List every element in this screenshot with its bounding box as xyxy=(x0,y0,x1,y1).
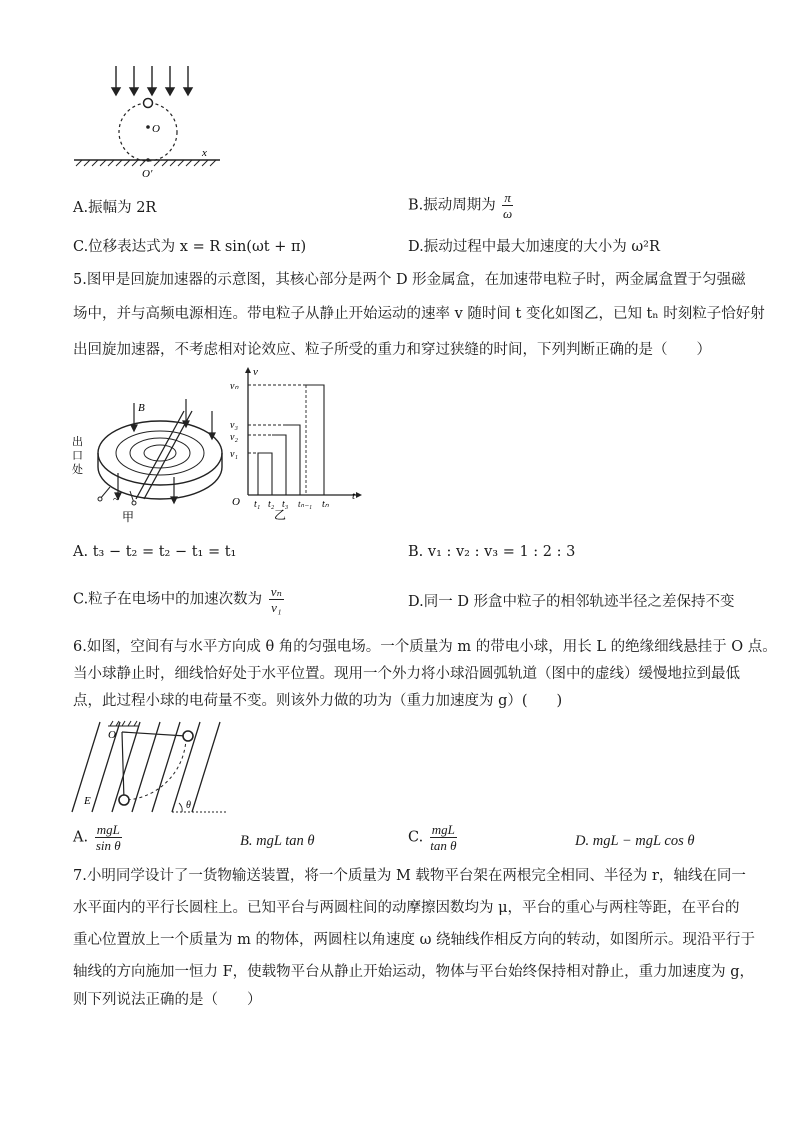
cyclotron-figure xyxy=(70,395,230,527)
origin-label: O′ xyxy=(142,168,153,180)
q5-stem-line-3: 出回旋加速器，不考虑相对论效应、粒子所受的重力和穿过狭缝的时间，下列判断正确的是（ ） xyxy=(73,342,711,358)
q4-option-b: B.振动周期为 $\frac{\pi}{\omega}$ xyxy=(408,190,513,221)
q6-option-b: B. mgL tan θ xyxy=(240,833,315,849)
figure-yi-caption: 乙 xyxy=(274,508,287,520)
field-label: E xyxy=(84,795,91,807)
electric-field-pendulum-figure xyxy=(70,718,230,818)
q4-option-d: D.振动过程中最大加速度的大小为 ω²R xyxy=(408,239,660,255)
velocity-time-figure xyxy=(226,365,366,520)
x-tick-tn-1: tₙ₋₁ xyxy=(298,499,312,509)
q5-stem-line-1: 5.图甲是回旋加速器的示意图，其核心部分是两个 D 形金属盒，在加速带电粒子时，两金属盒置于匀强磁 xyxy=(73,272,746,288)
angle-label: θ xyxy=(186,800,191,811)
q7-stem-line-3: 重心位置放上一个质量为 m 的物体，两圆柱以角速度 ω 绕轴线作相反方向的转动，如图所示。现沿平行于 xyxy=(73,932,756,948)
q6-stem-line-2: 当小球静止时，细线恰好处于水平位置。现用一个外力将小球沿圆弧轨道（图中的虚线）缓慢地拉到最低 xyxy=(73,666,740,682)
q7-stem-line-4: 轴线的方向施加一恒力 F，使载物平台从静止开始运动，物体与平台始终保持相对静止，重力加速度为 g， xyxy=(73,964,755,980)
q5-option-a: A. t₃ − t₂ = t₂ − t₁ = t₁ xyxy=(73,544,237,560)
x-tick-t2: t₂ xyxy=(268,499,275,510)
x-axis-label: t xyxy=(352,490,356,502)
q5-option-d: D.同一 D 形盒中粒子的相邻轨迹半径之差保持不变 xyxy=(408,594,735,610)
q6-stem-line-1: 6.如图，空间有与水平方向成 θ 角的匀强电场。一个质量为 m 的带电小球，用长 L 的绝缘细线悬挂于 O 点。 xyxy=(73,639,777,655)
q5-option-c: C.粒子在电场中的加速次数为 $\frac{\text{vₙ}}{\text{v₁}}$ xyxy=(73,584,282,615)
pivot-label: O xyxy=(108,729,116,741)
circle-motion-figure xyxy=(70,62,230,182)
y-tick-v2: v₂ xyxy=(230,432,238,443)
y-tick-v1: v₁ xyxy=(230,449,238,460)
exit-label-2: 口 xyxy=(72,450,83,462)
q6-stem-line-3: 点，此过程小球的电荷量不变。则该外力做的功为（重力加速度为 g）( ) xyxy=(73,693,563,709)
figure-jia-caption: 甲 xyxy=(122,510,135,524)
center-label: O xyxy=(152,123,160,135)
q6-option-a: A. $\frac{\text{mgL}}{\text{sin θ}}$ xyxy=(73,822,121,853)
q5-stem-line-2: 场中，并与高频电源相连。带电粒子从静止开始运动的速率 v 随时间 t 变化如图乙，已知 tₙ 时刻粒子恰好射 xyxy=(73,306,765,322)
magnetic-field-label: B xyxy=(138,402,145,414)
origin-o: O xyxy=(232,496,240,508)
q5-option-b: B. v₁ : v₂ : v₃ = 1 : 2 : 3 xyxy=(408,544,576,560)
q7-stem-line-1: 7.小明同学设计了一货物输送装置，将一个质量为 M 载物平台架在两根完全相同、半径为 r，轴线在同一 xyxy=(73,868,746,884)
x-tick-t3: t₃ xyxy=(282,499,289,510)
y-tick-v3: v₃ xyxy=(230,420,238,431)
exit-label-3: 处 xyxy=(72,464,83,476)
q4-option-c: C.位移表达式为 x = R sin(ωt + π) xyxy=(73,239,307,255)
axis-label: x xyxy=(202,147,207,159)
y-tick-vn: vₙ xyxy=(230,381,239,392)
q6-option-d: D. mgL − mgL cos θ xyxy=(575,833,695,849)
q7-stem-line-5: 则下列说法正确的是（ ） xyxy=(73,992,262,1008)
y-axis-label: v xyxy=(253,366,258,378)
q6-option-c: C. $\frac{\text{mgL}}{\text{tan θ}}$ xyxy=(408,822,457,853)
ac-source-label: ~ xyxy=(113,492,120,506)
exit-label-1: 出 xyxy=(72,436,83,448)
x-tick-tn: tₙ xyxy=(322,499,329,510)
q4-option-a: A.振幅为 2R xyxy=(73,200,157,216)
q7-stem-line-2: 水平面内的平行长圆柱上。已知平台与两圆柱间的动摩擦因数均为 μ，平台的重心与两柱等距，在平台的 xyxy=(73,900,740,916)
x-tick-t1: t₁ xyxy=(254,499,261,510)
